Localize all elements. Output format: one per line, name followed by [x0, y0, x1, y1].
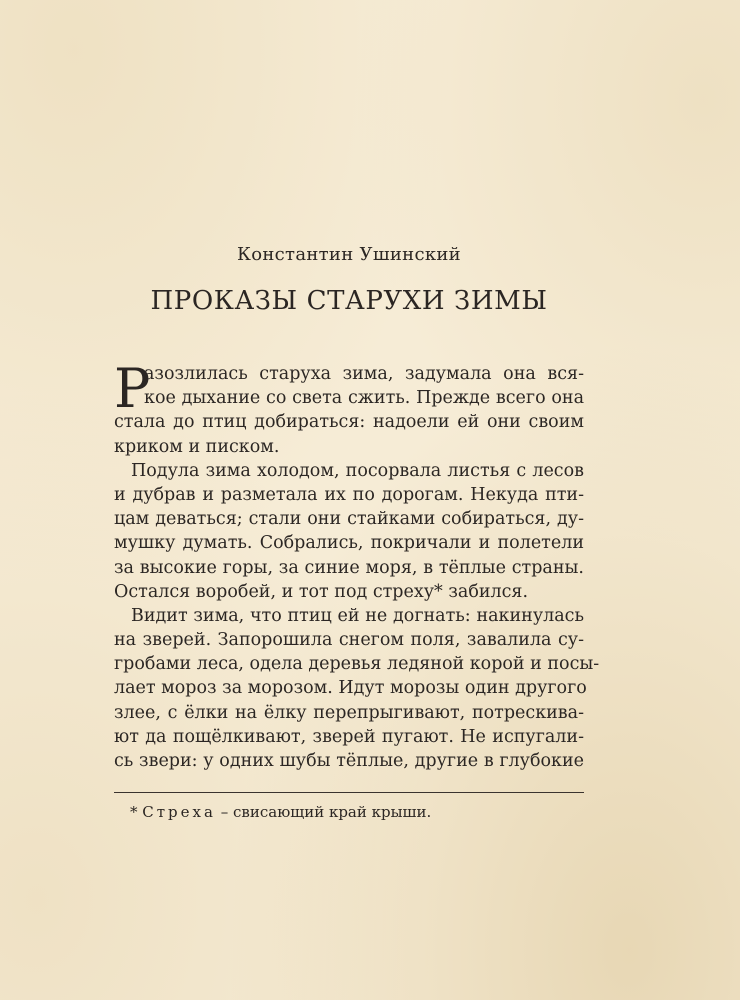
text-line: гробами леса, одела деревья ледяной корой и посы-: [114, 654, 600, 675]
text-line: лает мороз за морозом. Идут морозы один другого: [114, 678, 587, 699]
drop-cap-letter: Р: [114, 357, 151, 420]
text-line: стала до птиц добираться: надоели ей они своим: [114, 412, 584, 433]
book-page: [114, 0, 600, 1000]
text-line: и дубрав и разметала их по дорогам. Некуда пти-: [114, 484, 584, 505]
text-line: на зверей. Запорошила снегом поля, завалила су-: [114, 630, 584, 651]
footnote-divider: [114, 792, 584, 793]
text-line: мушку думать. Собрались, покричали и полетели: [114, 533, 584, 554]
footnote-marker: *: [130, 803, 138, 821]
text-line: цам деваться; стали они стайками собираться, ду-: [114, 509, 584, 530]
text-line: Подула зима холодом, посорвала листья с лесов: [131, 460, 584, 481]
story-text: [114, 357, 600, 773]
author-name: Константин Ушинский: [237, 244, 461, 265]
story-title: ПРОКАЗЫ СТАРУХИ ЗИМЫ: [150, 286, 548, 316]
text-line: злее, с ёлки на ёлку перепрыгивают, потрескива-: [114, 702, 584, 723]
text-line: азозлилась старуха зима, задумала она вся-: [144, 364, 584, 384]
text-line: кое дыхание со света сжить. Прежде всего она: [144, 388, 584, 409]
footnote-term: Стреха: [142, 803, 216, 821]
text-line: сь звери: у одних шубы тёплые, другие в глубокие: [114, 751, 584, 771]
text-line: Остался воробей, и тот под стреху* забился.: [114, 581, 529, 602]
text-line: ют да пощёлкивают, зверей пугают. Не испугали-: [114, 726, 584, 747]
text-line: Видит зима, что птиц ей не догнать: накинулась: [131, 605, 584, 626]
text-line: за высокие горы, за синие моря, в тёплые страны.: [114, 557, 584, 578]
text-line: криком и писком.: [114, 436, 280, 457]
footnote: [130, 802, 431, 822]
footnote-definition: – свисающий край крыши.: [220, 803, 432, 821]
